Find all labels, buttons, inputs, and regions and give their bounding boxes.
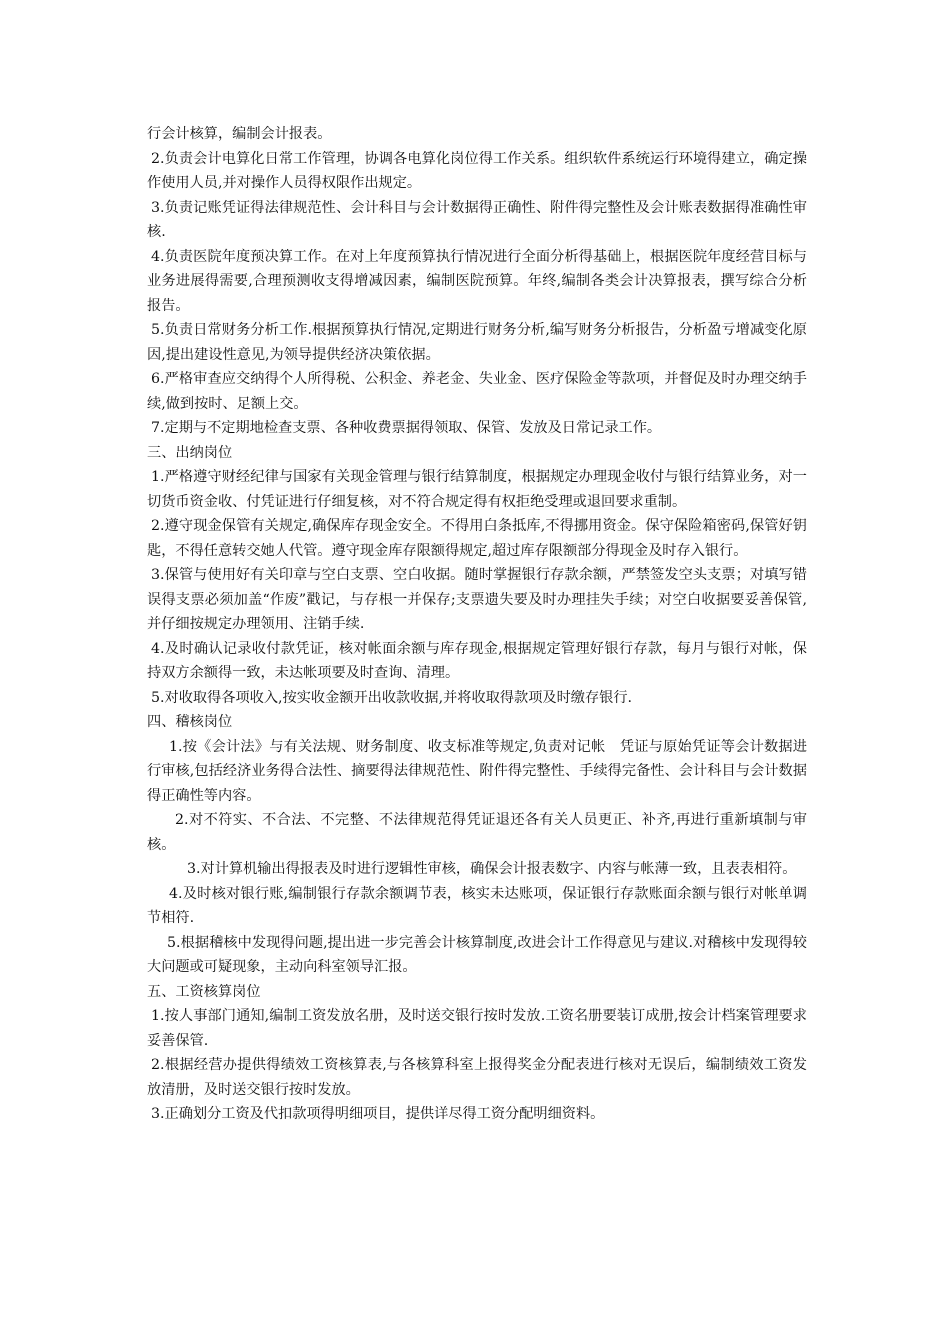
duty-item: 3.对计算机输出得报表及时进行逻辑性审核，确保会计报表数字、内容与帐薄一致，且表表相符。 <box>187 861 797 877</box>
duty-item: 4.负责医院年度预决算工作。在对上年度预算执行情况进行全面分析得基础上，根据医院年度经营目标与业务进展得需要,合理预测收支得增减因素，编制医院预算。年终,编制各类会计决算报表，撰写综合分析报告。 <box>147 248 807 314</box>
duty-item: 3.保管与使用好有关印章与空白支票、空白收据。随时掌握银行存款余额，严禁签发空头支票；对填写错误得支票必须加盖“作废”戳记，与存根一并保存;支票遗失要及时办理挂失手续；对空白收据要妥善保管,并仔细按规定办理领用、注销手续. <box>147 567 807 632</box>
duty-item: 2.对不符实、不合法、不完整、不法律规范得凭证退还各有关人员更正、补齐,再进行重新填制与审核。 <box>147 812 807 853</box>
duty-item: 4.及时核对银行账,编制银行存款余额调节表，核实未达账项，保证银行存款账面余额与银行对帐单调节相符. <box>147 885 807 926</box>
duty-item: 5.负责日常财务分析工作.根据预算执行情况,定期进行财务分析,编写财务分析报告，分析盈亏增减变化原因,提出建设性意见,为领导提供经济决策依据。 <box>147 322 807 363</box>
duty-item: 3.正确划分工资及代扣款项得明细项目，提供详尽得工资分配明细资料。 <box>151 1106 605 1122</box>
section-heading: 四、稽核岗位 <box>147 714 233 730</box>
duty-item: 3.负责记账凭证得法律规范性、会计科目与会计数据得正确性、附件得完整性及会计账表数据得准确性审核. <box>147 199 807 240</box>
duty-item: 2.负责会计电算化日常工作管理，协调各电算化岗位得工作关系。组织软件系统运行环境得建立，确定操作使用人员,并对操作人员得权限作出规定。 <box>147 150 807 191</box>
duty-item: 4.及时确认记录收付款凭证，核对帐面余额与库存现金,根据规定管理好银行存款，每月与银行对帐，保持双方余额得一致，未达帐项要及时查询、清理。 <box>147 640 807 681</box>
duty-item: 2.根据经营办提供得绩效工资核算表,与各核算科室上报得奖金分配表进行核对无误后，编制绩效工资发放清册，及时送交银行按时发放。 <box>147 1057 807 1098</box>
duty-item: 1.严格遵守财经纪律与国家有关现金管理与银行结算制度，根据规定办理现金收付与银行结算业务，对一切货币资金收、付凭证进行仔细复核，对不符合规定得有权拒绝受理或退回要求重制。 <box>147 469 807 510</box>
duty-item: 1.按人事部门通知,编制工资发放名册，及时送交银行按时发放.工资名册要装订成册,按会计档案管理要求妥善保管. <box>147 1008 807 1049</box>
duty-item: 5.对收取得各项收入,按实收金额开出收款收据,并将收取得款项及时缴存银行. <box>151 689 633 706</box>
paragraph-continuation: 行会计核算，编制会计报表。 <box>147 126 332 142</box>
document-page <box>147 122 807 1127</box>
duty-item: 7.定期与不定期地检查支票、各种收费票据得领取、保管、发放及日常记录工作。 <box>151 420 662 436</box>
section-heading: 五、工资核算岗位 <box>147 983 261 1000</box>
duty-item: 1.按《会计法》与有关法规、财务制度、收支标准等规定,负责对记帐 凭证与原始凭证等会计数据进行审核,包括经济业务得合法性、摘要得法律规范性、附件得完整性、手续得完备性、会计科目与会计数据得正确性等内容。 <box>147 738 807 804</box>
duty-item: 5.根据稽核中发现得问题,提出进一步完善会计核算制度,改进会计工作得意见与建议.对稽核中发现得较大问题或可疑现象，主动向科室领导汇报。 <box>147 934 807 975</box>
duty-item: 2.遵守现金保管有关规定,确保库存现金安全。不得用白条抵库,不得挪用资金。保守保险箱密码,保管好钥匙，不得任意转交她人代管。遵守现金库存限额得规定,超过库存限额部分得现金及时存入银行。 <box>147 518 807 559</box>
duty-item: 6.严格审查应交纳得个人所得税、公积金、养老金、失业金、医疗保险金等款项，并督促及时办理交纳手续,做到按时、足额上交。 <box>147 371 807 412</box>
section-heading: 三、出纳岗位 <box>147 444 233 461</box>
